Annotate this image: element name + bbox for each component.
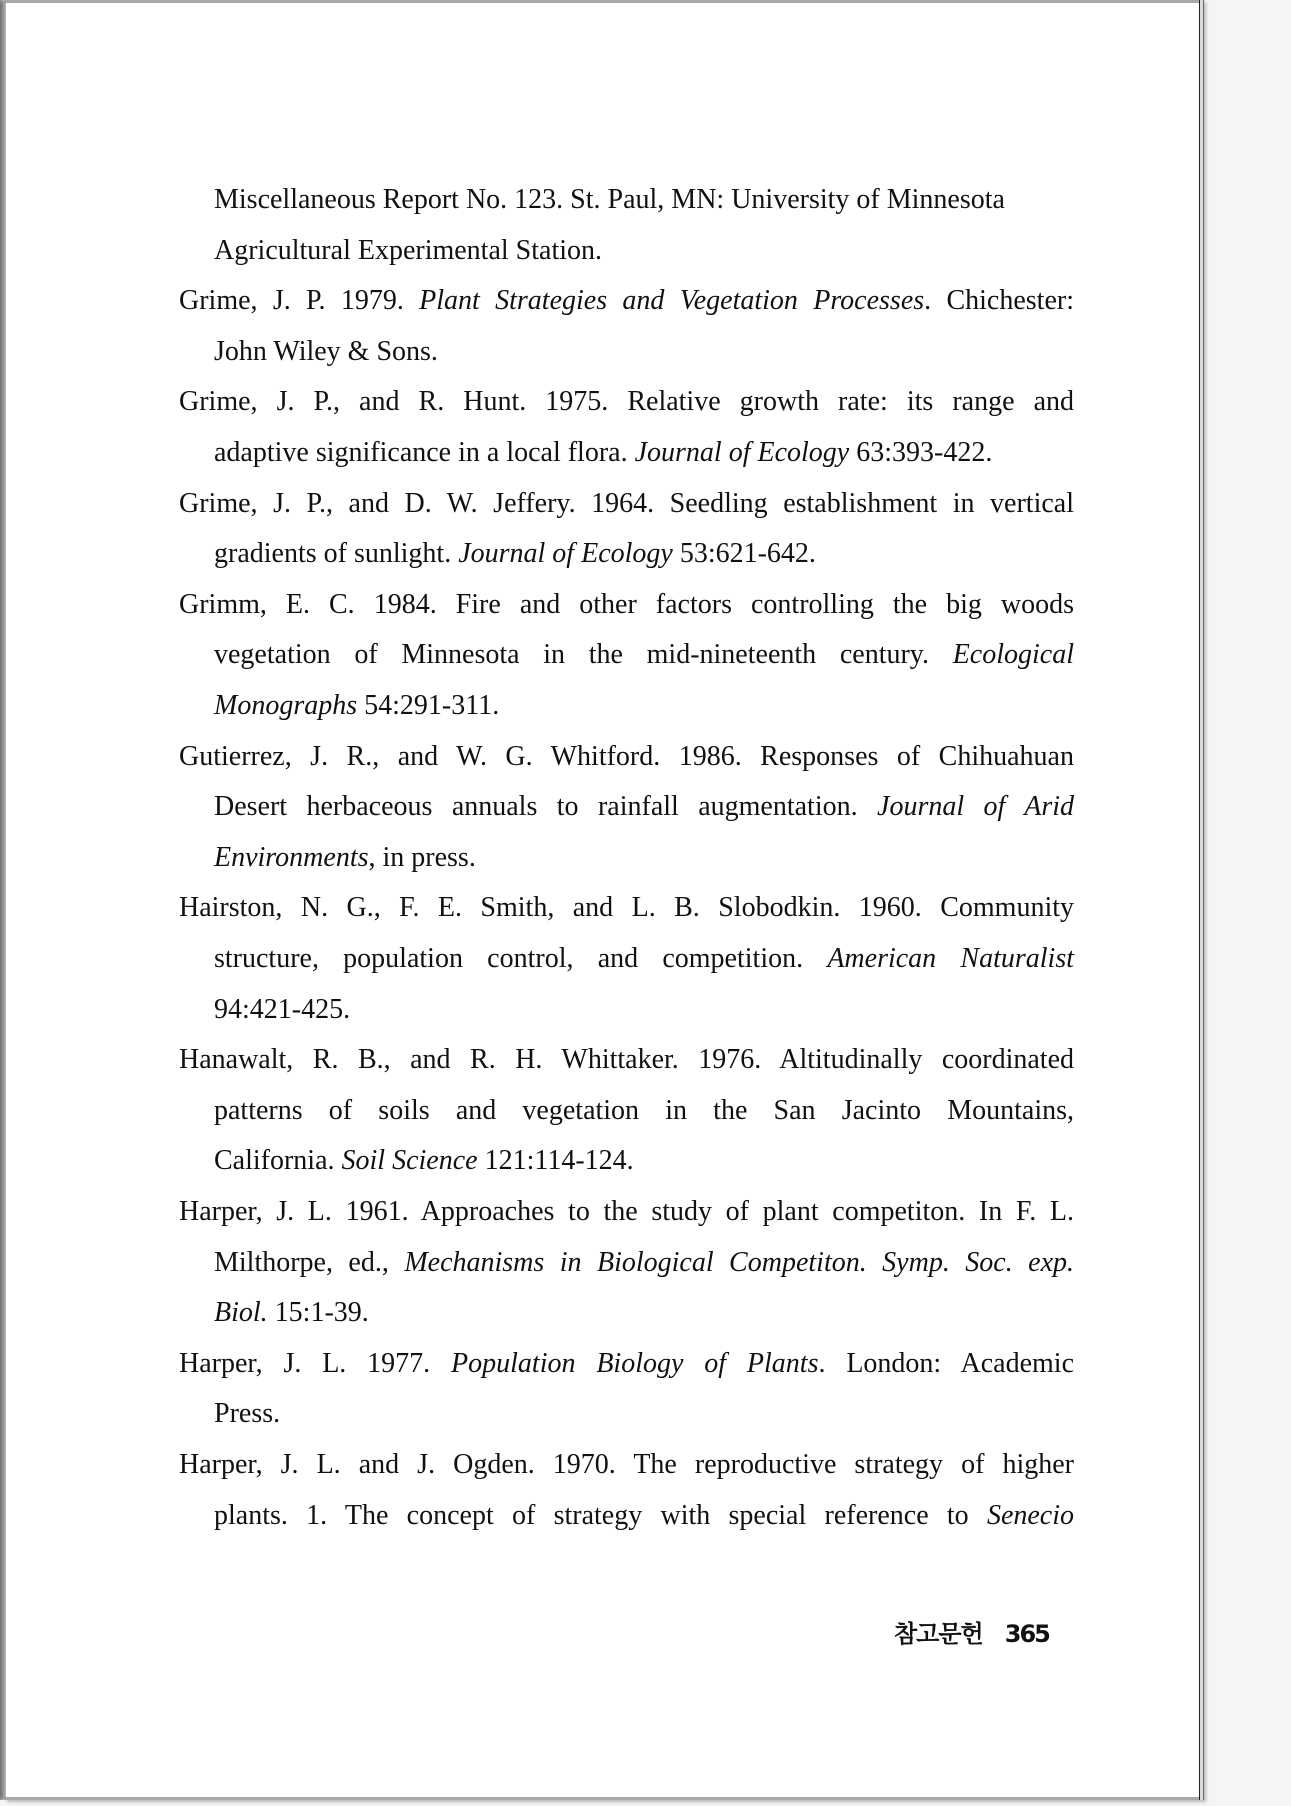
reference-title-italic: Soil Science bbox=[341, 1145, 478, 1177]
reference-entry-continuation-line bbox=[214, 1397, 1074, 1431]
reference-title-italic: Plant Strategies and Vegetation Processes bbox=[419, 285, 925, 317]
reference-title-italic: Senecio bbox=[986, 1499, 1074, 1531]
reference-text: Milthorpe, ed., bbox=[214, 1246, 405, 1278]
reference-entry-continuation-line bbox=[214, 790, 1074, 824]
reference-text: 94:421-425. bbox=[214, 993, 351, 1025]
reference-text: 63:393-422. bbox=[849, 437, 993, 468]
reference-title-italic: American Naturalist bbox=[827, 943, 1074, 974]
reference-entry-continuation-line bbox=[214, 1246, 1074, 1280]
reference-text: vegetation of Minnesota in the mid-nineteenth century. bbox=[214, 639, 953, 671]
reference-title-italic: Monographs bbox=[214, 690, 358, 721]
reference-entry-first-line bbox=[179, 740, 1074, 774]
reference-entry-continuation-line bbox=[214, 841, 1074, 875]
reference-text: Harper, J. L. 1961. Approaches to the study of plant competiton. In F. L. bbox=[179, 1196, 1074, 1227]
reference-text: plants. 1. The concept of strategy with special reference to bbox=[214, 1499, 987, 1531]
reference-title-italic: Journal of Arid bbox=[877, 791, 1075, 823]
reference-title-italic: Mechanisms in Biological Competiton. Symp. Soc. exp. bbox=[404, 1246, 1074, 1278]
reference-entry-continuation-line bbox=[214, 1144, 1074, 1178]
reference-text: . Chichester: bbox=[924, 285, 1074, 317]
reference-text: patterns of soils and vegetation in the San Jacinto Mountains, bbox=[214, 1094, 1074, 1126]
reference-entry-continuation-line bbox=[214, 537, 1074, 571]
reference-text: Hairston, N. G., F. E. Smith, and L. B. Slobodkin. 1960. Community bbox=[179, 892, 1074, 924]
reference-text: Agricultural Experimental Station. bbox=[214, 234, 603, 266]
reference-title-italic: Journal of Ecology bbox=[634, 437, 850, 468]
reference-entry-first-line bbox=[179, 588, 1074, 622]
reference-text: 53:621-642. bbox=[672, 538, 816, 570]
page-footer bbox=[894, 1614, 1049, 1649]
reference-entry-first-line bbox=[179, 1448, 1074, 1482]
reference-text: Grimm, E. C. 1984. Fire and other factors controlling the big woods bbox=[179, 588, 1074, 620]
reference-text: Desert herbaceous annuals to rainfall augmentation. bbox=[214, 791, 878, 823]
reference-text: structure, population control, and competition. bbox=[214, 943, 828, 974]
reference-entry-continuation-line bbox=[214, 942, 1074, 976]
reference-text: 15:1-39. bbox=[267, 1297, 369, 1329]
reference-text: . London: Academic bbox=[818, 1347, 1075, 1379]
reference-text: 54:291-311. bbox=[357, 690, 500, 721]
running-footer-section-title: 참고문헌 bbox=[894, 1620, 983, 1648]
reference-text: Press. bbox=[214, 1398, 281, 1430]
reference-entry-first-line bbox=[179, 1195, 1074, 1229]
reference-entry-continuation-line bbox=[214, 335, 1074, 369]
reference-text: Grime, J. P. 1979. bbox=[179, 285, 420, 317]
reference-title-italic: Ecological bbox=[952, 639, 1074, 671]
reference-text: Harper, J. L. and J. Ogden. 1970. The reproductive strategy of higher bbox=[179, 1449, 1074, 1480]
reference-entry-first-line bbox=[179, 891, 1074, 925]
reference-title-italic: Environments bbox=[214, 841, 369, 873]
reference-text: Miscellaneous Report No. 123. St. Paul, MN: University of Minnesota bbox=[214, 184, 1005, 215]
reference-title-italic: Biol. bbox=[214, 1297, 268, 1329]
reference-entry-first-line bbox=[179, 487, 1074, 521]
reference-text: adaptive significance in a local flora. bbox=[214, 437, 635, 468]
reference-entry-first-line bbox=[179, 1347, 1074, 1381]
reference-entry-continuation-line bbox=[214, 1499, 1074, 1533]
reference-text: Hanawalt, R. B., and R. H. Whittaker. 1976. Altitudinally coordinated bbox=[179, 1044, 1074, 1076]
reference-text: Gutierrez, J. R., and W. G. Whitford. 1986. Responses of Chihuahuan bbox=[179, 740, 1074, 772]
reference-entry-continuation-line bbox=[214, 1296, 1074, 1330]
reference-entry-continuation-line bbox=[214, 436, 1074, 470]
page-number: 365 bbox=[1004, 1620, 1049, 1648]
reference-entry-first-line bbox=[179, 284, 1074, 318]
reference-entry-continuation-line bbox=[214, 183, 1074, 217]
reference-entry-continuation-line bbox=[214, 1094, 1074, 1128]
reference-text: Grime, J. P., and D. W. Jeffery. 1964. Seedling establishment in vertical bbox=[179, 487, 1074, 519]
reference-entry-continuation-line bbox=[214, 993, 1074, 1027]
reference-text: 121:114-124. bbox=[477, 1145, 634, 1177]
reference-text: Harper, J. L. 1977. bbox=[179, 1347, 452, 1379]
reference-entry-continuation-line bbox=[214, 638, 1074, 672]
reference-entry-continuation-line bbox=[214, 689, 1074, 723]
reference-title-italic: Journal of Ecology bbox=[458, 538, 673, 570]
reference-text: gradients of sunlight. bbox=[214, 538, 459, 570]
reference-entry-continuation-line bbox=[214, 234, 1074, 268]
reference-text: Grime, J. P., and R. Hunt. 1975. Relative growth rate: its range and bbox=[179, 386, 1074, 418]
reference-text: John Wiley & Sons. bbox=[214, 335, 438, 367]
reference-entry-first-line bbox=[179, 385, 1074, 419]
reference-entry-first-line bbox=[179, 1043, 1074, 1077]
reference-text: , in press. bbox=[368, 841, 476, 873]
reference-text: California. bbox=[214, 1145, 342, 1177]
reference-title-italic: Population Biology of Plants bbox=[451, 1347, 819, 1379]
